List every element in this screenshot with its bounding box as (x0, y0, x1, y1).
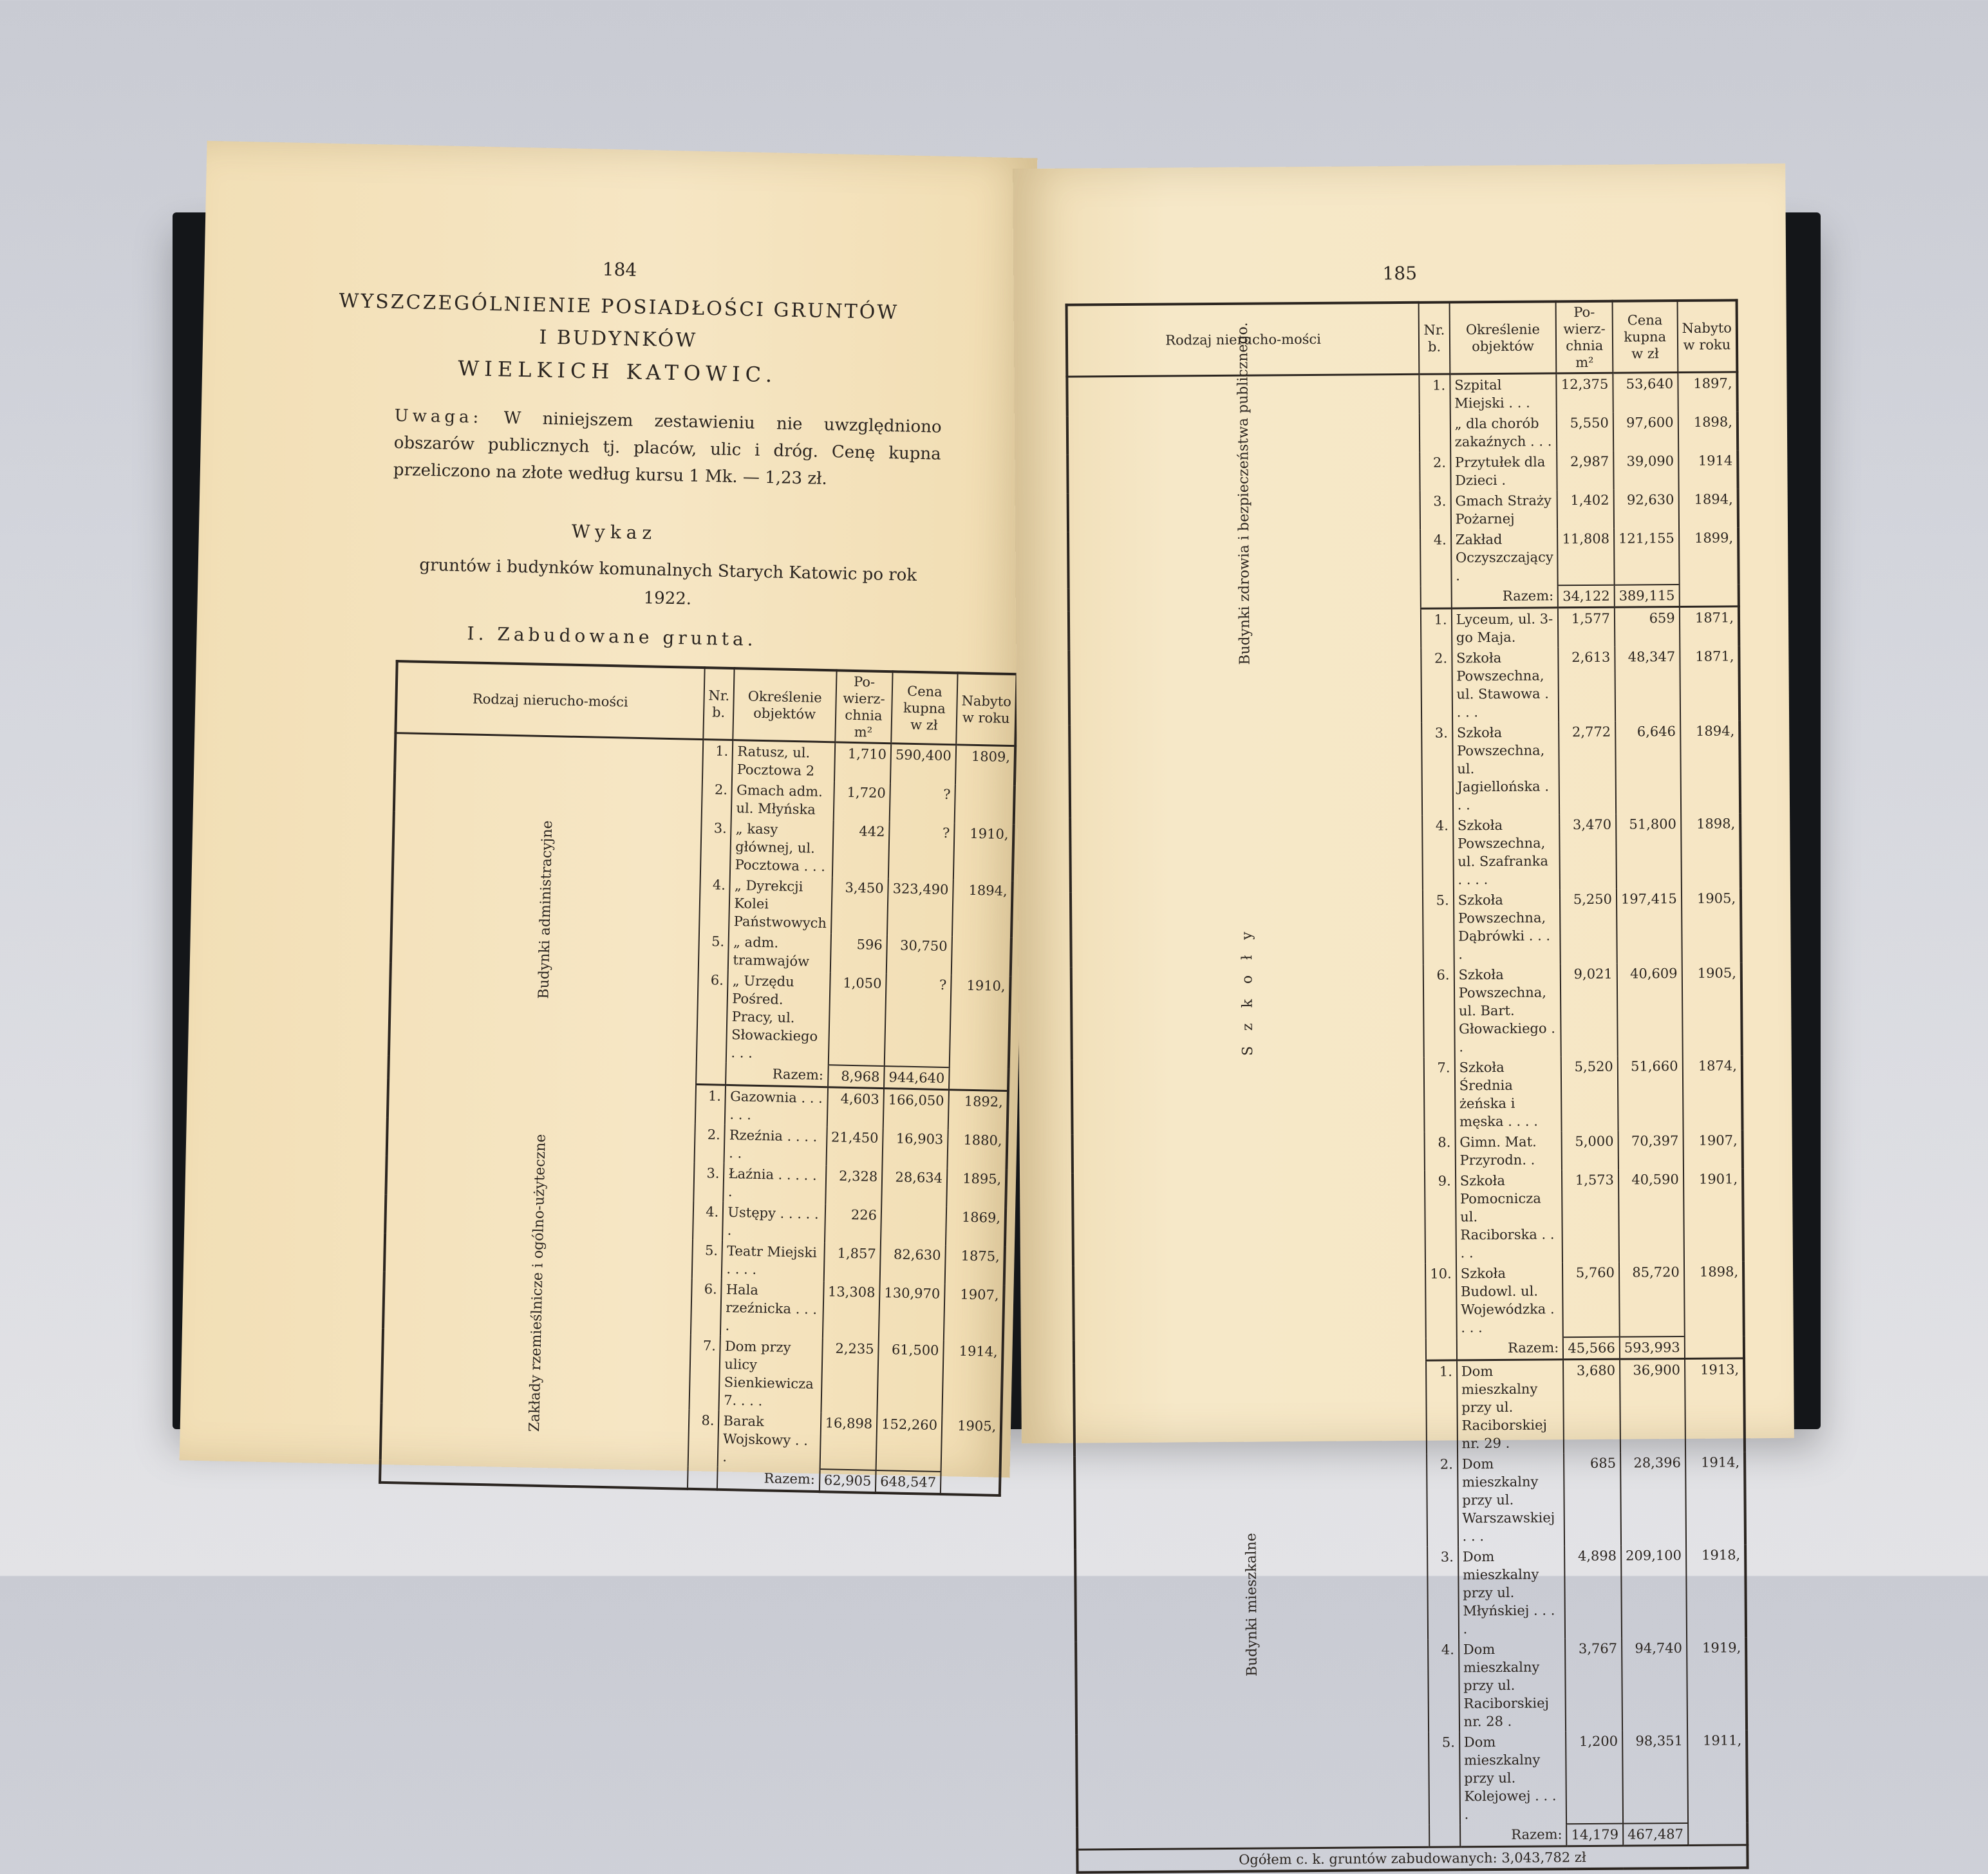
row-area: 16,898 (820, 1412, 877, 1470)
row-area: 11,808 (1557, 529, 1614, 586)
row-number: 8. (688, 1410, 719, 1467)
row-price: 121,155 (1614, 528, 1679, 585)
row-number: 2. (1427, 1454, 1458, 1546)
row-year: 1911, (1687, 1730, 1747, 1823)
row-number: 4. (1422, 815, 1453, 890)
sum-spacer (1426, 1338, 1457, 1360)
row-area: 12,375 (1557, 373, 1613, 413)
row-price: 51,800 (1616, 814, 1682, 889)
row-price: ? (888, 821, 955, 879)
sum-spacer (1421, 586, 1452, 608)
row-number: 4. (1420, 529, 1451, 586)
row-number: 7. (689, 1335, 720, 1410)
row-price: 166,050 (883, 1089, 949, 1130)
table-row (1074, 1358, 1745, 1457)
row-description: Gazownia . . . . . . (725, 1085, 827, 1127)
sum-year-empty (1688, 1822, 1748, 1845)
row-area: 1,402 (1557, 490, 1614, 529)
row-year: 1871, (1680, 646, 1739, 721)
row-description: Gmach Straży Pożarnej (1450, 490, 1557, 529)
page-number: 184 (602, 258, 637, 281)
sum-area: 34,122 (1558, 585, 1615, 608)
category-cell (1074, 1360, 1430, 1850)
right-page (1013, 164, 1794, 1868)
row-area: 5,000 (1562, 1131, 1618, 1170)
row-year: 1899, (1679, 527, 1739, 585)
row-number: 2. (701, 779, 732, 818)
row-description: Szpital Miejski . . . (1450, 373, 1557, 414)
row-area: 5,760 (1562, 1262, 1619, 1338)
row-description: „ dla chorób zakaźnych . . . (1450, 413, 1557, 452)
row-year: 1869, (946, 1206, 1006, 1246)
row-year: 1918, (1686, 1544, 1746, 1638)
row-description: „ Urzędu Pośred. Pracy, ul. Słowackiego . . . (726, 970, 830, 1065)
left-property-table (379, 660, 1018, 1497)
row-number: 7. (1424, 1057, 1455, 1132)
col-nabyto: Nabyto w roku (956, 673, 1017, 745)
row-area: 1,050 (828, 972, 886, 1066)
category-label: Zakłady rzemieślnicze i ogólno-użyteczne (527, 1134, 549, 1432)
row-number: 8. (1425, 1132, 1456, 1170)
sum-label: Razem: (726, 1063, 828, 1087)
row-number: 2. (1421, 648, 1452, 722)
row-description: Szkoła Powszechna, Dąbrówki . . . . (1454, 889, 1561, 964)
row-description: Dom mieszkalny przy ul. Warszawskiej . . . (1458, 1453, 1565, 1546)
category-label: Budynki administracyjne (536, 820, 556, 999)
row-year: 1894, (1678, 489, 1738, 528)
sum-spacer (688, 1466, 718, 1490)
title-line: WYSZCZEGÓLNIENIE POSIADŁOŚCI GRUNTÓW (339, 290, 899, 324)
col-okreslenie: Określenie objektów (1449, 301, 1557, 374)
row-price: 85,720 (1619, 1262, 1685, 1337)
row-number: 5. (691, 1240, 722, 1279)
row-price: 97,600 (1613, 412, 1678, 451)
row-description: Szkoła Budowl. ul. Wojewódzka . . . . (1456, 1262, 1564, 1338)
row-price: 98,351 (1622, 1730, 1688, 1824)
row-price: 6,646 (1615, 721, 1681, 814)
row-description: Łaźnia . . . . . . (724, 1163, 826, 1204)
sum-year-empty (1685, 1336, 1745, 1358)
row-price: 130,970 (879, 1282, 945, 1340)
row-description: Ustępy . . . . . . (722, 1202, 825, 1242)
row-area: 1,200 (1566, 1731, 1622, 1824)
row-description: Lyceum, ul. 3-go Maja. (1452, 608, 1559, 648)
row-number: 2. (694, 1124, 725, 1163)
row-number (1420, 413, 1450, 452)
grand-total-value: 3,043,782 zł (1501, 1850, 1586, 1866)
row-description: Szkoła Pomocnicza ul. Raciborska . . . . (1456, 1170, 1563, 1263)
title-line: I BUDYNKÓW (539, 326, 698, 352)
col-rodzaj: Rodzaj nierucho-mości (395, 661, 704, 739)
row-year: 1905, (941, 1415, 1002, 1473)
row-price: 51,660 (1618, 1056, 1683, 1131)
row-year: 1894, (1680, 720, 1740, 814)
sum-area: 8,968 (828, 1065, 885, 1088)
row-number: 1. (1421, 608, 1452, 648)
row-year: 1913, (1685, 1358, 1745, 1452)
row-price: 70,397 (1618, 1130, 1683, 1170)
row-area: 2,235 (821, 1338, 879, 1414)
row-year: 1898, (1681, 813, 1741, 888)
page-number: 185 (1382, 262, 1418, 285)
row-area: 3,470 (1560, 814, 1617, 890)
row-number: 3. (1421, 722, 1452, 815)
sum-price: 389,115 (1615, 585, 1680, 607)
row-area: 9,021 (1561, 964, 1617, 1057)
sum-price: 648,547 (876, 1470, 941, 1494)
row-description: Dom mieszkalny przy ul. Kolejowej . . . . (1459, 1731, 1567, 1824)
category-cell (388, 733, 703, 1085)
row-year: 1910, (953, 823, 1014, 881)
category-label: Budynki mieszkalne (1243, 1533, 1261, 1677)
row-description: Zakład Oczyszczający . (1451, 529, 1558, 586)
row-year: 1809, (955, 745, 1016, 785)
row-price: 40,590 (1618, 1169, 1684, 1262)
row-area: 1,710 (834, 742, 892, 783)
row-description: Szkoła Powszechna, ul. Stawowa . . . . (1452, 647, 1559, 722)
row-area: 226 (825, 1204, 882, 1244)
row-area: 13,308 (822, 1281, 879, 1339)
category-cell (1069, 608, 1426, 1363)
grand-total-row (1077, 1845, 1747, 1873)
row-area: 2,772 (1559, 722, 1616, 815)
row-area: 685 (1564, 1453, 1620, 1546)
row-description: Ratusz, ul. Pocztowa 2 (732, 740, 834, 782)
row-description: Szkoła Średnia żeńska i męska . . . . (1454, 1056, 1562, 1132)
note-label: Uwaga: (394, 406, 483, 427)
row-area: 3,680 (1563, 1359, 1620, 1453)
page-title (202, 283, 1035, 397)
row-year: 1895, (946, 1168, 1007, 1208)
row-area: 1,573 (1562, 1170, 1618, 1263)
sum-label: Razem: (1460, 1824, 1567, 1847)
grand-total-label: Ogółem c. k. gruntów zabudowanych: (1239, 1850, 1497, 1868)
sum-price: 467,487 (1623, 1823, 1688, 1846)
col-nabyto: Nabyto w roku (1677, 300, 1737, 372)
note-text: W niniejszem zestawieniu nie uwzględniono obszarów publicznych tj. placów, ulic i dróg. Cenę kupna przeliczono na złote według kursu 1 Mk. — 1,23 zł. (393, 408, 942, 489)
sum-spacer (1429, 1824, 1460, 1847)
row-area: 1,857 (823, 1242, 881, 1282)
row-price: 28,396 (1620, 1452, 1686, 1546)
row-price: 53,640 (1613, 373, 1678, 413)
row-description: Gimn. Mat. Przyrodn. . (1455, 1131, 1562, 1170)
title-line: WIELKICH KATOWIC. (457, 355, 778, 388)
row-price: 152,260 (876, 1414, 942, 1472)
row-area: 4,898 (1564, 1546, 1621, 1639)
row-area: 4,603 (827, 1087, 884, 1128)
row-number: 5. (1423, 890, 1454, 964)
sum-label: Razem: (717, 1467, 820, 1492)
col-rodzaj: Rodzaj nierucho-mości (1067, 303, 1420, 377)
col-powierzchnia: Po-wierz-chnia m² (835, 670, 893, 743)
row-price: ? (890, 783, 955, 823)
row-description: Gmach adm. ul. Młyńska (731, 780, 834, 820)
left-page (180, 141, 1038, 1490)
row-number: 6. (691, 1279, 722, 1336)
sum-year-empty (941, 1472, 1000, 1495)
row-number: 6. (1423, 964, 1454, 1057)
row-description: Przytułek dla Dzieci . (1450, 451, 1557, 491)
row-price: ? (885, 973, 952, 1067)
row-year: 1901, (1683, 1168, 1743, 1262)
table-row (1067, 372, 1737, 417)
col-nr: Nr. b. (703, 668, 735, 740)
row-number: 3. (693, 1163, 724, 1202)
row-price: 94,740 (1622, 1638, 1687, 1731)
row-year: 1871, (1680, 606, 1739, 646)
row-number: 5. (1429, 1732, 1459, 1824)
category-cell (380, 1078, 696, 1488)
row-year: 1905, (1682, 888, 1741, 963)
wykaz-subtitle: gruntów i budynków komunalnych Starych Katowic po rok 1922. (419, 555, 917, 609)
row-description: Dom przy ulicy Sienkiewicza 7. . . . (719, 1336, 823, 1412)
row-area: 21,450 (826, 1127, 883, 1167)
wykaz-heading: Wykaz (571, 520, 657, 544)
row-year: 1880, (947, 1129, 1008, 1169)
row-year: 1874, (1682, 1055, 1742, 1130)
sum-area: 14,179 (1566, 1824, 1623, 1846)
row-price (881, 1205, 946, 1245)
col-cena: Cena kupna w zł (1612, 301, 1678, 373)
row-area: 2,613 (1559, 647, 1615, 722)
row-area: 5,250 (1560, 889, 1617, 964)
row-number: 4. (693, 1201, 724, 1241)
row-area: 3,767 (1565, 1638, 1622, 1732)
row-price: 92,630 (1613, 489, 1678, 529)
row-year: 1897, (1678, 372, 1738, 412)
right-property-table (1065, 299, 1749, 1873)
sum-spacer (696, 1062, 727, 1085)
row-year: 1914, (1685, 1452, 1745, 1545)
col-okreslenie: Określenie objektów (733, 668, 836, 742)
row-year: 1907, (944, 1284, 1004, 1342)
row-year: 1898, (1684, 1261, 1744, 1336)
row-description: Szkoła Powszechna, ul. Szafranka . . . . (1453, 814, 1561, 890)
row-number: 1. (702, 740, 733, 780)
row-year: 1898, (1678, 411, 1738, 451)
row-description: „ kasy głównej, ul. Pocztowa . . . (730, 818, 833, 877)
row-area: 1,577 (1558, 607, 1615, 647)
row-area: 2,328 (825, 1165, 883, 1205)
section-heading: I. Zabudowane grunta. (467, 623, 757, 650)
row-number: 3. (1427, 1546, 1458, 1639)
row-description: Barak Wojskowy . . . (718, 1410, 821, 1469)
row-description: Dom mieszkalny przy ul. Młyńskiej . . . . (1458, 1546, 1566, 1639)
col-nr: Nr. b. (1419, 302, 1450, 374)
row-number: 2. (1420, 452, 1450, 491)
row-price: 197,415 (1617, 888, 1682, 964)
row-description: „ adm. tramwajów (728, 932, 830, 972)
row-number: 4. (699, 874, 731, 932)
category-label: Szkoły (1239, 916, 1256, 1056)
row-number: 1. (1426, 1360, 1457, 1454)
sum-price: 593,993 (1620, 1336, 1685, 1359)
row-number: 1. (1420, 374, 1450, 414)
row-description: Szkoła Powszechna, ul. Jagiellońska . . . (1452, 722, 1560, 815)
row-price: 61,500 (877, 1339, 944, 1415)
row-price: 40,609 (1617, 963, 1683, 1056)
row-price: 323,490 (887, 878, 953, 936)
row-number: 3. (700, 818, 732, 875)
row-price: 28,634 (881, 1167, 947, 1206)
row-description: „ Dyrekcji Kolei Państwowych (729, 875, 832, 933)
row-description: Szkoła Powszechna, ul. Bart. Głowackiego . . (1454, 964, 1561, 1057)
row-area: 3,450 (831, 877, 888, 935)
sum-year-empty (1679, 584, 1739, 606)
row-price: 30,750 (886, 935, 952, 975)
row-description: Dom mieszkalny przy ul. Raciborskiej nr. 28 . (1459, 1638, 1566, 1732)
row-description: Hala rzeźnicka . . . . (720, 1279, 823, 1338)
row-year: 1914 (1678, 450, 1738, 489)
row-year: 1875, (945, 1245, 1006, 1285)
row-area: 5,520 (1561, 1056, 1618, 1132)
row-number: 9. (1425, 1170, 1456, 1263)
left-table-body (380, 733, 1015, 1495)
row-year: 1892, (948, 1090, 1009, 1130)
row-area: 442 (832, 820, 889, 878)
row-price: 209,100 (1621, 1545, 1687, 1638)
row-area: 596 (830, 933, 887, 973)
row-description: Teatr Miejski . . . . (722, 1241, 824, 1281)
note-paragraph (393, 402, 942, 495)
row-description: Dom mieszkalny przy ul. Raciborskiej nr. 29 . (1457, 1360, 1564, 1454)
sum-area: 62,905 (819, 1469, 876, 1493)
row-price: 590,400 (890, 744, 956, 785)
col-cena: Cena kupna w zł (891, 671, 957, 745)
row-year (952, 936, 1012, 976)
sum-price: 944,640 (884, 1066, 950, 1090)
category-label: Budynki zdrowia i bezpieczeństwa publicznego. (1234, 322, 1253, 665)
row-year: 1907, (1683, 1130, 1743, 1169)
row-price: 659 (1615, 607, 1680, 647)
row-area: 1,720 (833, 782, 890, 821)
row-year: 1910, (950, 975, 1011, 1069)
row-year: 1914, (942, 1340, 1003, 1416)
row-year: 1919, (1687, 1637, 1747, 1730)
row-price: 16,903 (883, 1128, 948, 1168)
table-row (1069, 606, 1739, 651)
row-number: 10. (1425, 1263, 1456, 1338)
row-year: 1894, (952, 879, 1013, 937)
row-number: 5. (698, 931, 729, 970)
row-price: 36,900 (1620, 1358, 1685, 1452)
row-number: 6. (696, 970, 728, 1063)
row-year (955, 784, 1015, 824)
sum-label: Razem: (1456, 1337, 1563, 1360)
row-price: 82,630 (880, 1244, 946, 1284)
row-area: 2,987 (1557, 451, 1614, 491)
row-number: 1. (695, 1084, 726, 1124)
row-description: Rzeźnia . . . . . . (724, 1125, 827, 1165)
sum-year-empty (949, 1067, 1009, 1091)
sum-area: 45,566 (1563, 1337, 1620, 1360)
row-area: 5,550 (1557, 413, 1613, 452)
col-powierzchnia: Po-wierz-chnia m² (1556, 301, 1613, 373)
row-number: 3. (1420, 491, 1451, 529)
row-price: 39,090 (1613, 451, 1678, 490)
sum-label: Razem: (1451, 585, 1558, 608)
row-number: 4. (1428, 1639, 1459, 1732)
row-year: 1905, (1682, 962, 1741, 1056)
row-price: 48,347 (1615, 646, 1680, 722)
